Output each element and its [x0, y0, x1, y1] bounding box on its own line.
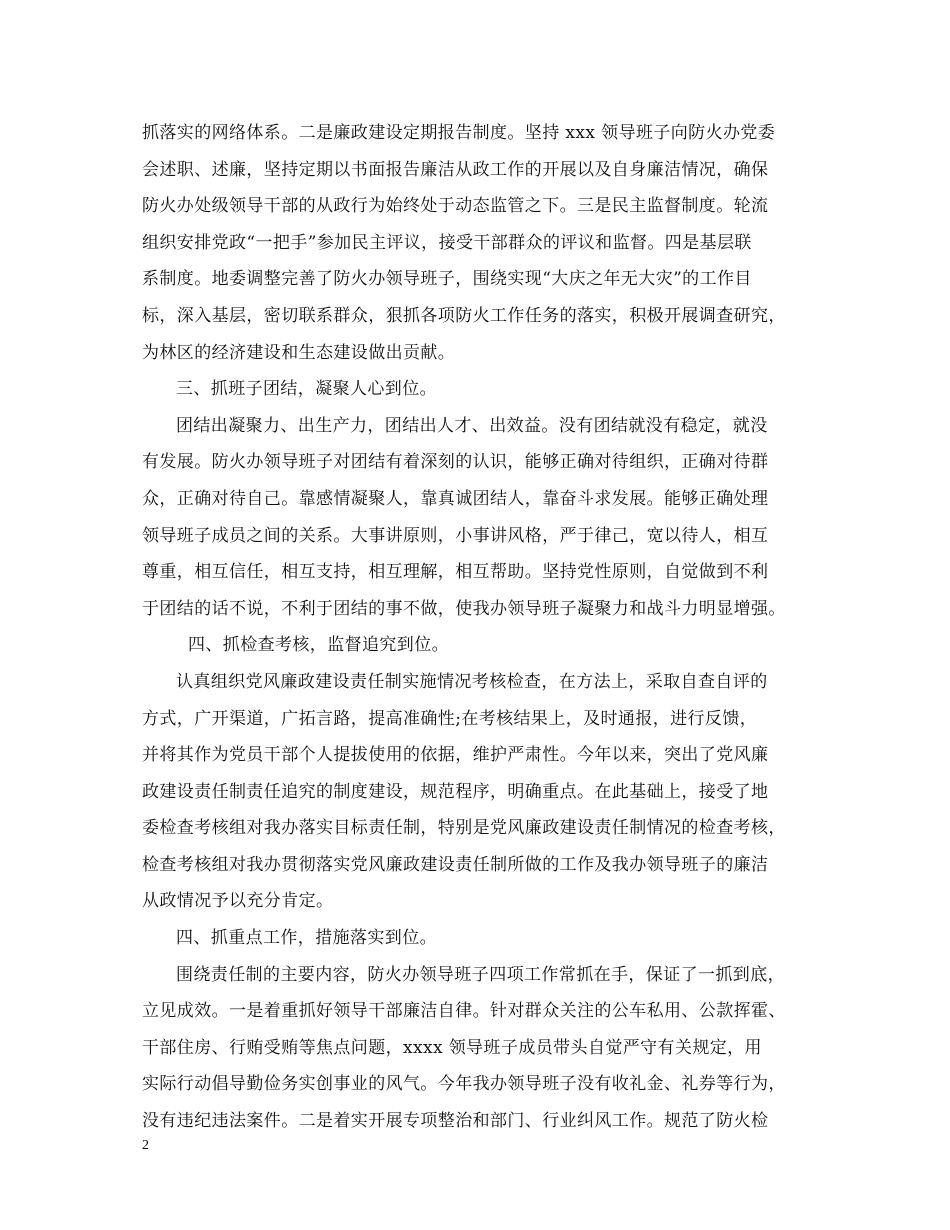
text-line: 政建设责任制责任追究的制度建设，规范程序，明确重点。在此基础上，接受了地 [142, 781, 769, 802]
text-line: 团结出凝聚力、出生产力，团结出人才、出效益。没有团结就没有稳定，就没 [176, 415, 768, 436]
text-line: 没有违纪违法案件。二是着实开展专项整治和部门、行业纠风工作。规范了防火检 [142, 1111, 769, 1132]
text-line: 为林区的经济建设和生态建设做出贡献。 [142, 342, 456, 363]
text-line: 标，深入基层，密切联系群众，狠抓各项防火工作任务的落实，积极开展调查研究， [142, 305, 786, 326]
text-line: 检查考核组对我办贯彻落实党风廉政建设责任制所做的工作及我办领导班子的廉洁 [142, 854, 769, 875]
text-line: 并将其作为党员干部个人提拔使用的依据，维护严肃性。今年以来，突出了党风廉 [142, 745, 769, 766]
text-line: 尊重，相互信任，相互支持，相互理解，相互帮助。坚持党性原则，自觉做到不利 [142, 562, 769, 583]
page-number: 2 [142, 1138, 149, 1153]
text-line: 众，正确对待自己。靠感情凝聚人，靠真诚团结人，靠奋斗求发展。能够正确处理 [142, 488, 769, 509]
text-line: 实际行动倡导勤俭务实创事业的风气。今年我办领导班子没有收礼金、礼券等行为， [142, 1074, 786, 1095]
section-heading: 四、抓检查考核，监督追究到位。 [188, 635, 449, 656]
body-text [142, 115, 832, 1140]
text-line: 防火办处级领导干部的从政行为始终处于动态监管之下。三是民主监督制度。轮流 [142, 196, 769, 217]
text-line: 抓落实的网络体系。二是廉政建设定期报告制度。坚持 xxx 领导班子向防火办党委 [142, 123, 776, 143]
text-line: 方式，广开渠道，广拓言路，提高准确性;在考核结果上，及时通报，进行反馈， [142, 708, 758, 729]
text-line: 从政情况予以充分肯定。 [142, 891, 334, 912]
text-line: 领导班子成员之间的关系。大事讲原则，小事讲风格，严于律己，宽以待人，相互 [142, 525, 769, 546]
text-line: 立见成效。一是着重抓好领导干部廉洁自律。针对群众关注的公车私用、公款挥霍、 [142, 1001, 786, 1022]
section-heading: 三、抓班子团结，凝聚人心到位。 [176, 379, 437, 400]
text-line: 于团结的话不说，不利于团结的事不做，使我办领导班子凝聚力和战斗力明显增强。 [142, 598, 786, 619]
text-line: 认真组织党风廉政建设责任制实施情况考核检查，在方法上，采取自查自评的 [176, 671, 768, 692]
text-line: 会述职、述廉，坚持定期以书面报告廉洁从政工作的开展以及自身廉洁情况，确保 [142, 159, 769, 180]
section-heading: 四、抓重点工作，措施落实到位。 [176, 928, 437, 949]
text-line: 干部住房、行贿受贿等焦点问题，xxxx 领导班子成员带头自觉严守有关规定，用 [142, 1037, 762, 1058]
text-line: 有发展。防火办领导班子对团结有着深刻的认识，能够正确对待组织，正确对待群 [142, 452, 769, 473]
text-line: 委检查考核组对我办落实目标责任制，特别是党风廉政建设责任制情况的检查考核， [142, 818, 786, 839]
text-line: 组织安排党政“一把手”参加民主评议，接受干部群众的评议和监督。四是基层联 [142, 232, 752, 253]
text-line: 系制度。地委调整完善了防火办领导班子，围绕实现“大庆之年无大灾”的工作目 [142, 269, 752, 290]
text-line: 围绕责任制的主要内容，防火办领导班子四项工作常抓在手，保证了一抓到底， [176, 964, 785, 985]
